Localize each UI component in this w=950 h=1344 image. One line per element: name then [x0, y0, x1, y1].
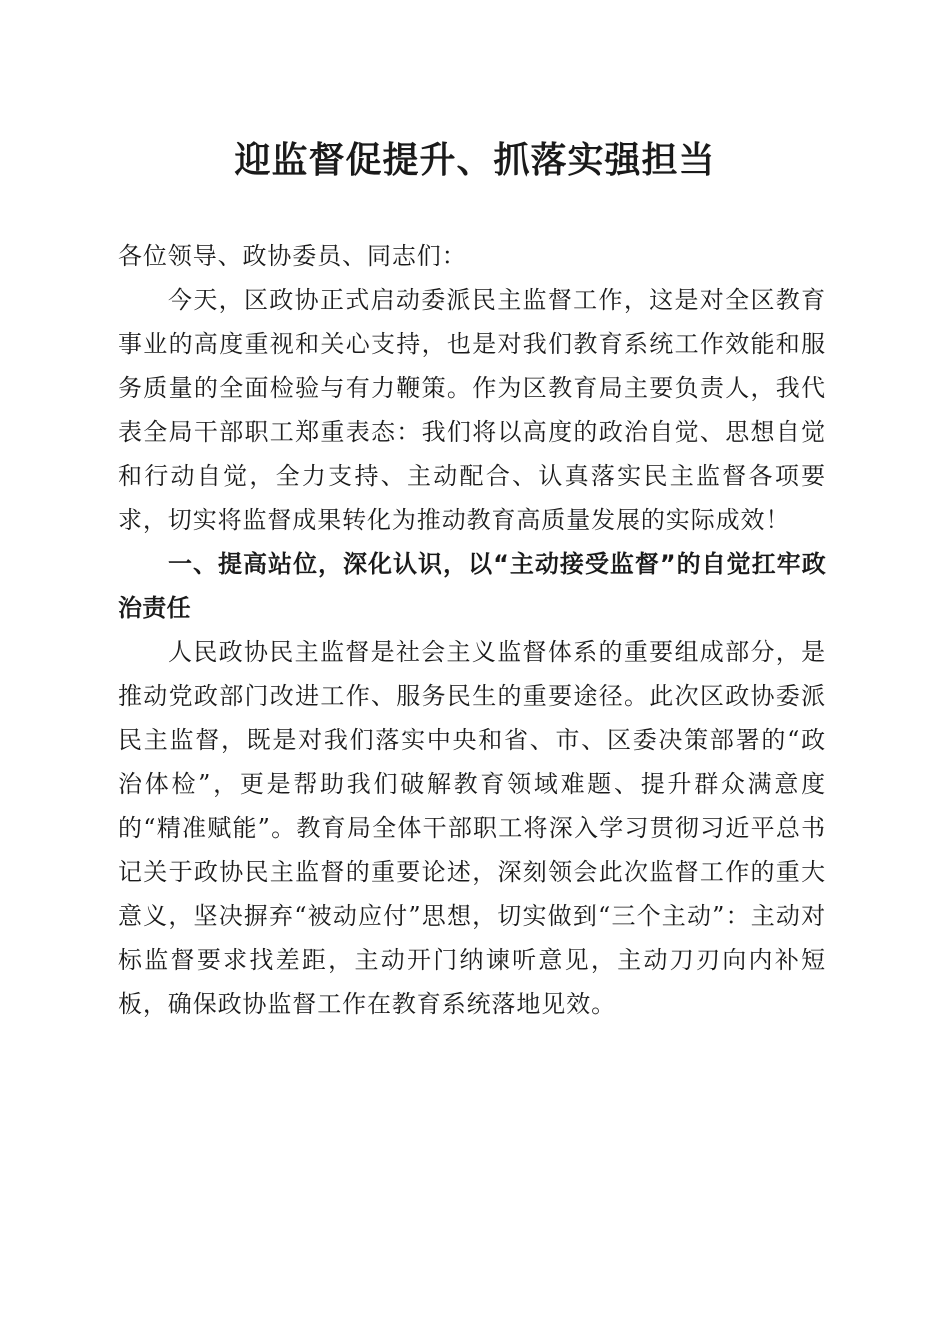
- salutation: 各位领导、政协委员、同志们：: [118, 242, 467, 270]
- section-heading-1: 一、提高站位，深化认识，以“主动接受监督”的自觉扛牢政治责任: [118, 550, 826, 622]
- opening-paragraph: 今天，区政协正式启动委派民主监督工作，这是对全区教育事业的高度重视和关心支持，也是对我们教育系统工作效能和服务质量的全面检验与有力鞭策。作为区教育局主要负责人，我代表全局干部职工郑重表态：我们将以高度的政治自觉、思想自觉和行动自觉，全力支持、主动配合、认真落实民主监督各项要求，切实将监督成果转化为推动教育高质量发展的实际成效！: [118, 286, 826, 534]
- document-title: 迎监督促提升、抓落实强担当: [234, 139, 716, 181]
- section-paragraph-1: 人民政协民主监督是社会主义监督体系的重要组成部分，是推动党政部门改进工作、服务民生的重要途径。此次区政协委派民主监督，既是对我们落实中央和省、市、区委决策部署的“政治体检”，更是帮助我们破解教育领域难题、提升群众满意度的“精准赋能”。教育局全体干部职工将深入学习贯彻习近平总书记关于政协民主监督的重要论述，深刻领会此次监督工作的重大意义，坚决摒弃“被动应付”思想，切实做到“三个主动”：主动对标监督要求找差距，主动开门纳谏听意见，主动刀刃向内补短板，确保政协监督工作在教育系统落地见效。: [118, 638, 826, 1018]
- document-body: [118, 234, 826, 1026]
